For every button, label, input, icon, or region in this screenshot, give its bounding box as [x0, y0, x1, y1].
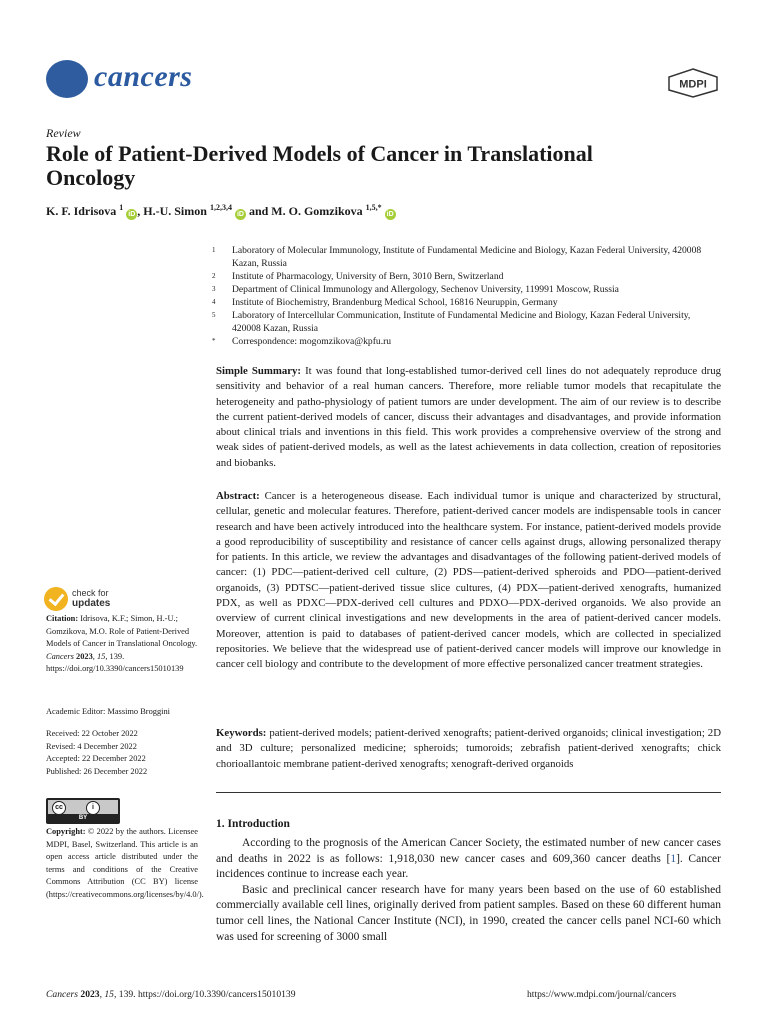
orcid-icon[interactable]: iD: [386, 211, 394, 218]
footer-doi[interactable]: , 139. https://doi.org/10.3390/cancers15010139: [113, 989, 296, 1000]
author-name: M. O. Gomzikova: [271, 204, 363, 218]
citation-journal: Cancers: [46, 651, 74, 661]
abstract: [216, 489, 721, 673]
simple-summary-text: It was found that long-established tumor-derived cell lines do not adequately reproduce drug sensitivity and behavior of a real human cancers. Therefore, more reliable tumor models that recapitulate the heterogeneity and patho-physiology of patient tumors are under development. The aim of our review is to describe the current patient-derived models of cancer, discuss their advantages and disadvantages, and provide information about clinical trials and inventions in this field. This work provides a comprehensive overview of the strong and weak sides of patient-derived models, as well as the latest achievements in data collection, creation of repositories and biobanks.: [216, 365, 721, 469]
affil-number: *: [212, 337, 216, 345]
citation-volume: , 15: [92, 651, 106, 661]
simple-summary: [216, 364, 721, 471]
citation-text: Idrisova, K.F.; Simon, H.-U.; Gomzikova, M.O. Role of Patient-Derived Models of Cancer in Translational Oncology.: [46, 614, 198, 649]
affil-number: 4: [212, 298, 216, 306]
affil-text: Laboratory of Intercellular Communication, Institute of Fundamental Medicine and Biology, Kazan Federal University, 420008 Kazan, Russia: [232, 310, 691, 334]
keywords-label: Keywords:: [216, 727, 267, 739]
publication-dates: [46, 728, 198, 778]
affil-number: 1: [212, 246, 216, 254]
footer-citation: Cancers 2023, 15, 139. https://doi.org/10.3390/cancers15010139: [46, 989, 296, 1000]
cc-icon: cc: [52, 801, 66, 815]
author-separator: and: [245, 204, 272, 218]
citation-doi[interactable]: , 139. https://doi.org/10.3390/cancers15010139: [46, 651, 184, 674]
check-updates-icon: [44, 587, 68, 611]
affiliations: [212, 244, 712, 348]
attribution-icon: i: [86, 801, 100, 815]
paragraph-text: ]. Cancer incidences continue to increase each year.: [216, 852, 721, 881]
citation: [46, 613, 198, 676]
correspondence-text[interactable]: Correspondence: mogomzikova@kpfu.ru: [232, 336, 392, 347]
keywords: [216, 726, 721, 772]
revised-date: Revised: 4 December 2022: [46, 741, 137, 751]
footer-year: 2023: [80, 989, 100, 1000]
paragraph: Basic and preclinical cancer research have for many years been based on the use of 60 established commercially available cell lines, originally derived from patient samples. Based on these 60 different human tumor cell lines, the National Cancer Institute (NCI), in 1990, created the cancer cells panel NCI-60 which was used for screening of 3000 small: [216, 883, 721, 943]
author-affil: 1,2,3,4: [209, 203, 232, 212]
affil-text: Institute of Pharmacology, University of Bern, 3010 Bern, Switzerland: [232, 271, 504, 282]
publisher-logo[interactable]: [667, 68, 719, 98]
introduction-body: [216, 836, 721, 945]
check-for-updates[interactable]: [44, 587, 194, 613]
abstract-text: Cancer is a heterogeneous disease. Each individual tumor is unique and characterized by structural, cellular, genetic and molecular features. Therefore, patient-derived cancer models are indispensable tools in cancer research and have been actively introduced into the healthcare system. For instance, patient-derived models provide a good reproducibility of susceptibility and resistance of cancer cells against drugs, allowing personalized therapy for patients. In this article, we review the advantages and disadvantages of the following patient-derived models of cancer: (1) PDC—patient-derived cell culture, (2) PDS—patient-derived spheroids and PDO—patient-derived organoids, (3) PDTSC—patient-derived tissue slice cultures, (4) PDX—patient-derived xenografts, humanized PDX, as well as PDXC—PDX-derived cell cultures and PDXO—PDX-derived organoids. We also provide an overview of current clinical investigations and new developments in the area of patient-derived cancer models. Moreover, attention is paid to databases of patient-derived cancer models, which are collected in specialized repositories. We believe that the widespread use of patient-derived cancer models will improve our knowledge in cancer cell biology and contribute to the development of more effective personalized cancer treatment strategies.: [216, 490, 721, 671]
affil-text: Department of Clinical Immunology and Allergology, Sechenov University, 119991 Moscow, Russia: [232, 284, 619, 295]
journal-name[interactable]: cancers: [94, 60, 193, 93]
affil-number: 5: [212, 311, 216, 319]
affil-number: 3: [212, 285, 216, 293]
section-heading: 1. Introduction: [216, 818, 290, 830]
abstract-label: Abstract:: [216, 490, 260, 502]
affil-text: Laboratory of Molecular Immunology, Institute of Fundamental Medicine and Biology, Kazan Federal University, 420008 Kazan, Russia: [232, 245, 702, 269]
academic-editor: Academic Editor: Massimo Broggini: [46, 707, 170, 716]
affil-number: 2: [212, 272, 216, 280]
author-name: K. F. Idrisova: [46, 204, 117, 218]
paragraph: [216, 836, 721, 883]
journal-logo-icon: [46, 60, 88, 98]
accepted-date: Accepted: 22 December 2022: [46, 754, 146, 764]
orcid-icon[interactable]: iD: [128, 211, 136, 218]
affil-text: Institute of Biochemistry, Brandenburg Medical School, 16816 Neuruppin, Germany: [232, 297, 558, 308]
author-affil: 1,5,*: [365, 203, 382, 212]
article-title: Role of Patient-Derived Models of Cancer in Translational Oncology: [46, 141, 593, 190]
copyright-label: Copyright:: [46, 827, 86, 836]
cc-by-license-badge[interactable]: [46, 798, 120, 824]
check-updates-line2: updates: [72, 598, 111, 609]
copyright-text: © 2022 by the authors. Licensee MDPI, Basel, Switzerland. This article is an open access article distributed under the terms and conditions of the Creative Commons Attribution (CC BY) license (https://creativecommons.org/licenses/by/4.0/).: [46, 827, 204, 899]
author-affil: 1: [119, 203, 124, 212]
check-updates-line1: check for: [72, 588, 109, 598]
publisher-name: MDPI: [679, 78, 707, 91]
received-date: Received: 22 October 2022: [46, 729, 138, 738]
footer-journal: Cancers: [46, 989, 78, 1000]
orcid-icon[interactable]: iD: [236, 211, 244, 218]
author-list: [46, 203, 396, 220]
reference-link[interactable]: 1: [670, 852, 677, 865]
section-divider: [216, 792, 721, 793]
simple-summary-label: Simple Summary:: [216, 365, 302, 377]
author-name: H.-U. Simon: [143, 204, 207, 218]
citation-label: Citation:: [46, 614, 79, 623]
article-type: Review: [46, 126, 81, 140]
footer-volume: 15: [104, 989, 114, 1000]
citation-year: 2023: [73, 651, 93, 661]
keywords-text: patient-derived models; patient-derived xenografts; patient-derived organoids; clinical investigation; 2D and 3D culture; personalized medicine; spheroids; tumoroids; zebrafish patient-derived xenografts; chick chorioallantoic membrane patient-derived xenografts; xenograft-derived organoids: [216, 727, 721, 770]
paragraph-text: According to the prognosis of the American Cancer Society, the estimated number of new cancer cases and deaths in 2022 is as follows: 1,918,030 new cancer cases and 609,360 cancer deaths [: [216, 837, 721, 865]
cc-by-label: BY: [78, 815, 88, 821]
published-date: Published: 26 December 2022: [46, 766, 148, 776]
footer-journal-url[interactable]: https://www.mdpi.com/journal/cancers: [527, 989, 677, 1000]
author-separator: ,: [137, 204, 144, 218]
copyright: [46, 826, 204, 902]
